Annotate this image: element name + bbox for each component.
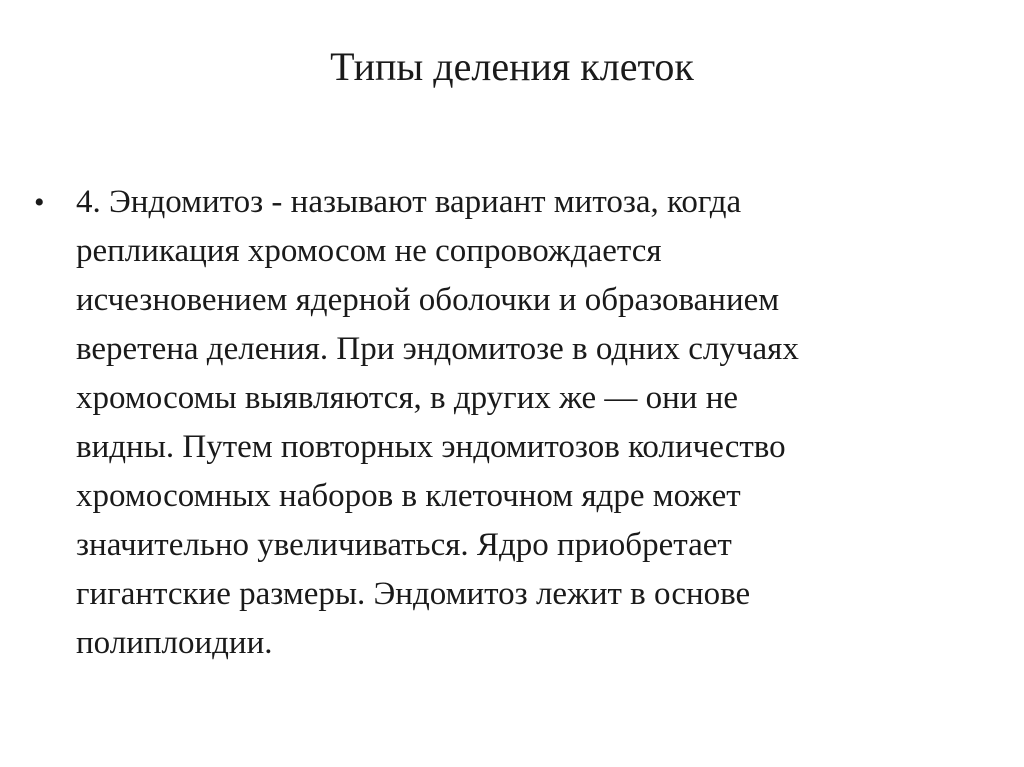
bullet-list — [34, 178, 994, 668]
bullet-item — [34, 178, 994, 668]
paragraph-line-5: хромосомы выявляются, в других же — они не — [76, 380, 739, 416]
paragraph-line-9: гигантские размеры. Эндомитоз лежит в основе — [76, 576, 751, 612]
paragraph-line-3: исчезновением ядерной оболочки и образованием — [76, 282, 780, 318]
paragraph-line-4: веретена деления. При эндомитозе в одних случаях — [76, 331, 799, 367]
paragraph-line-6: видны. Путем повторных эндомитозов количество — [76, 429, 786, 465]
paragraph-line-10: полиплоидии. — [76, 625, 273, 661]
paragraph-line-7: хромосомных наборов в клеточном ядре может — [76, 478, 741, 514]
bullet-icon: • — [34, 186, 45, 219]
paragraph-line-2: репликация хромосом не сопровождается — [76, 233, 662, 269]
paragraph-line-1: 4. Эндомитоз - называют вариант митоза, когда — [76, 184, 742, 220]
paragraph-line-8: значительно увеличиваться. Ядро приобретает — [76, 527, 732, 563]
slide-title: Типы деления клеток — [330, 44, 694, 89]
